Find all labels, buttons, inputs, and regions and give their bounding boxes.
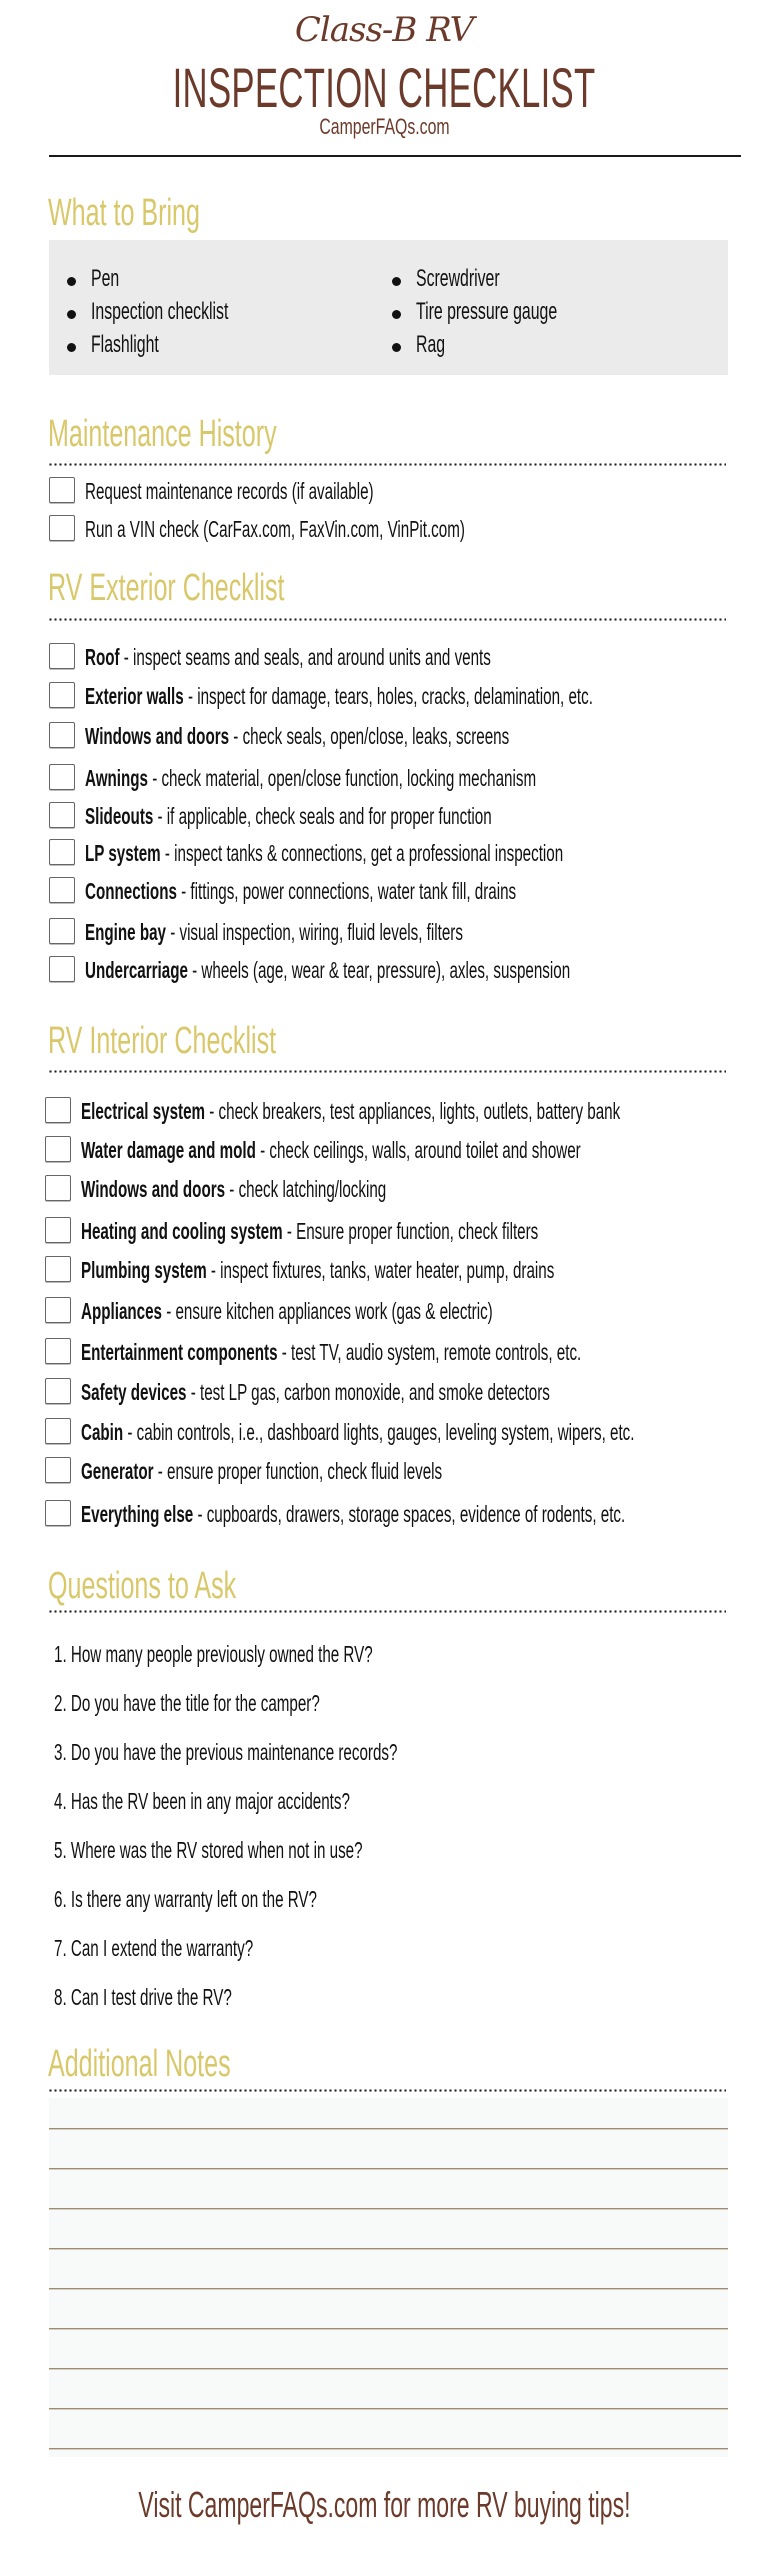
site-name: CamperFAQs.com xyxy=(318,114,450,139)
checkbox[interactable] xyxy=(45,1338,71,1364)
dotted-divider xyxy=(48,463,726,466)
note-line xyxy=(49,2168,728,2170)
checkbox[interactable] xyxy=(49,956,75,982)
question-item: 2. Do you have the title for the camper? xyxy=(54,1690,320,1716)
bullet-icon xyxy=(67,277,76,286)
checkbox[interactable] xyxy=(45,1418,71,1444)
bullet-icon xyxy=(67,310,76,319)
note-line xyxy=(49,2408,728,2410)
checkbox[interactable] xyxy=(49,764,75,790)
checkbox[interactable] xyxy=(45,1256,71,1282)
bullet-icon xyxy=(392,310,401,319)
script-title: Class-B RV xyxy=(294,10,474,50)
question-item: 4. Has the RV been in any major accidents? xyxy=(54,1788,350,1814)
section-heading-maintenance-history: Maintenance History xyxy=(48,413,277,455)
note-line xyxy=(49,2328,728,2330)
section-heading-questions: Questions to Ask xyxy=(48,1565,237,1607)
bullet-icon xyxy=(392,343,401,352)
section-heading-exterior: RV Exterior Checklist xyxy=(48,567,285,609)
question-item: 3. Do you have the previous maintenance records? xyxy=(54,1739,398,1765)
page-title: INSPECTION CHECKLIST xyxy=(172,56,596,119)
question-item: 5. Where was the RV stored when not in use? xyxy=(54,1837,363,1863)
checkbox[interactable] xyxy=(45,1136,71,1162)
note-line xyxy=(49,2128,728,2130)
question-item: 1. How many people previously owned the RV? xyxy=(54,1641,373,1667)
notes-area[interactable] xyxy=(49,2098,728,2457)
section-heading-interior: RV Interior Checklist xyxy=(48,1020,277,1062)
note-line xyxy=(49,2208,728,2210)
section-heading-additional-notes: Additional Notes xyxy=(48,2043,231,2085)
checkbox[interactable] xyxy=(49,515,75,541)
header-divider xyxy=(49,155,741,157)
question-item: 7. Can I extend the warranty? xyxy=(54,1935,254,1961)
checkbox[interactable] xyxy=(45,1175,71,1201)
question-item: 6. Is there any warranty left on the RV? xyxy=(54,1886,317,1912)
checkbox[interactable] xyxy=(49,802,75,828)
checkbox[interactable] xyxy=(45,1097,71,1123)
note-line xyxy=(49,2288,728,2290)
checkbox[interactable] xyxy=(49,918,75,944)
checkbox[interactable] xyxy=(49,722,75,748)
dotted-divider xyxy=(48,618,726,621)
section-heading-what-to-bring: What to Bring xyxy=(48,192,200,234)
checkbox[interactable] xyxy=(49,682,75,708)
dotted-divider xyxy=(48,2089,726,2092)
checkbox[interactable] xyxy=(45,1378,71,1404)
checkbox[interactable] xyxy=(49,839,75,865)
note-line xyxy=(49,2368,728,2370)
footer-cta: Visit CamperFAQs.com for more RV buying tips! xyxy=(138,2484,631,2525)
checkbox[interactable] xyxy=(49,643,75,669)
checkbox[interactable] xyxy=(49,477,75,503)
question-item: 8. Can I test drive the RV? xyxy=(54,1984,232,2010)
note-line xyxy=(49,2248,728,2250)
checkbox[interactable] xyxy=(49,877,75,903)
note-line xyxy=(49,2448,728,2450)
bullet-icon xyxy=(392,277,401,286)
dotted-divider xyxy=(48,1610,726,1613)
bullet-icon xyxy=(67,343,76,352)
what-to-bring-box: Pen Inspection checklist Flashlight Screwdriver Tire pressure gauge Rag xyxy=(49,240,728,375)
checkbox[interactable] xyxy=(45,1217,71,1243)
checkbox[interactable] xyxy=(45,1297,71,1323)
checkbox[interactable] xyxy=(45,1500,71,1526)
dotted-divider xyxy=(48,1070,726,1073)
checkbox[interactable] xyxy=(45,1457,71,1483)
